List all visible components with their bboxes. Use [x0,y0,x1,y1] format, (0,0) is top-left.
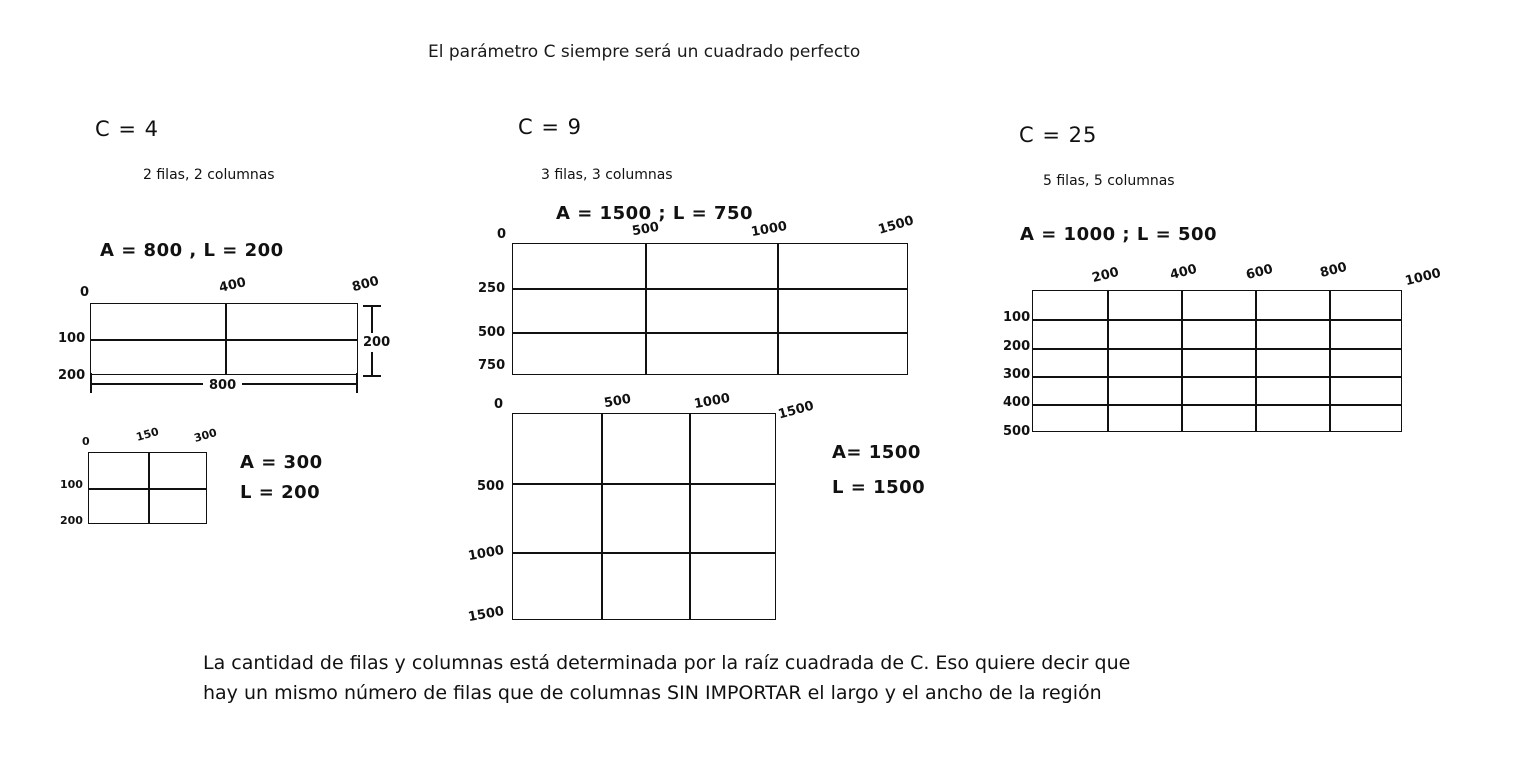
xtick-c4-ex1-1: 400 [217,275,248,296]
ytick-c9-ex1-0: 250 [478,281,506,296]
ytick-c25-3: 400 [1003,395,1031,410]
width-bracket-right-cap [356,373,358,393]
grid-vline [1181,291,1183,431]
xtick-c9-ex1-0: 0 [497,227,507,242]
ytick-c4-ex2-1: 200 [60,514,83,527]
note-c25-ex1: A = 1000 ; L = 500 [1020,224,1218,245]
xtick-c25-0: 200 [1090,264,1121,287]
grid-vline [601,414,603,619]
ytick-c9-ex2-0: 500 [477,479,505,494]
footer-line-2: hay un mismo número de filas que de columnas SIN IMPORTAR el largo y el ancho de la región [203,682,1102,704]
grid-c4-ex1 [90,303,358,375]
footer-line-1: La cantidad de filas y columnas está determinada por la raíz cuadrada de C. Eso quiere decir que [203,652,1131,674]
section-sub-c25: 5 filas, 5 columnas [1043,173,1175,189]
width-label-c4: 800 [203,378,242,393]
xtick-c25-1: 400 [1168,261,1199,284]
ytick-c25-1: 200 [1003,339,1031,354]
grid-hline [513,483,775,485]
width-bracket-left-cap [90,373,92,393]
grid-hline [513,288,907,290]
xtick-c9-ex2-1: 500 [602,391,633,412]
grid-vline [1107,291,1109,431]
section-label-c25: C = 25 [1019,123,1098,147]
height-bracket-bottom-cap [363,375,381,377]
xtick-c9-ex2-3: 1500 [776,398,816,423]
grid-c4-ex2 [88,452,207,524]
note-c9-ex1: A = 1500 ; L = 750 [556,203,754,224]
grid-hline [1033,348,1401,350]
xtick-c9-ex1-1: 500 [630,219,661,240]
xtick-c4-ex1-2: 800 [350,273,381,296]
ytick-c9-ex1-1: 500 [478,325,506,340]
grid-hline [89,488,206,490]
section-sub-c4: 2 filas, 2 columnas [143,167,275,183]
grid-hline [91,339,357,341]
grid-hline [1033,376,1401,378]
grid-vline [1255,291,1257,431]
grid-vline [1329,291,1331,431]
grid-c9-ex2 [512,413,776,620]
note-c4-ex2-a: A = 300 [240,452,323,473]
xtick-c4-ex2-1: 150 [134,425,161,444]
section-label-c9: C = 9 [518,115,582,139]
ytick-c9-ex2-2: 1500 [466,603,506,626]
xtick-c4-ex2-0: 0 [82,435,90,448]
note-c4-ex1: A = 800 , L = 200 [100,240,284,261]
section-label-c4: C = 4 [95,117,159,141]
note-c9-ex2-a: A= 1500 [832,442,921,463]
grid-c9-ex1 [512,243,908,375]
section-sub-c9: 3 filas, 3 columnas [541,167,673,183]
grid-hline [513,332,907,334]
xtick-c25-4: 1000 [1403,265,1443,290]
xtick-c4-ex2-2: 300 [192,426,219,445]
ytick-c4-ex2-0: 100 [60,478,83,491]
ytick-c4-ex1-0: 100 [58,331,86,346]
note-c4-ex2-l: L = 200 [240,482,321,503]
grid-vline [645,244,647,374]
xtick-c9-ex2-0: 0 [494,397,504,412]
xtick-c25-2: 600 [1244,261,1275,284]
ytick-c25-0: 100 [1003,310,1031,325]
grid-vline [777,244,779,374]
xtick-c25-3: 800 [1318,259,1349,282]
ytick-c9-ex2-1: 1000 [466,542,506,565]
grid-hline [513,552,775,554]
xtick-c4-ex1-0: 0 [80,285,90,300]
grid-vline [689,414,691,619]
xtick-c9-ex2-2: 1000 [692,390,732,413]
grid-c25-ex1 [1032,290,1402,432]
ytick-c25-2: 300 [1003,367,1031,382]
ytick-c25-4: 500 [1003,424,1031,439]
ytick-c4-ex1-1: 200 [58,368,86,383]
xtick-c9-ex1-3: 1500 [876,213,916,238]
height-label-c4: 200 [363,335,391,350]
ytick-c9-ex1-2: 750 [478,358,506,373]
page-title: El parámetro C siempre será un cuadrado perfecto [428,42,861,62]
grid-hline [1033,404,1401,406]
note-c9-ex2-l: L = 1500 [832,477,926,498]
grid-hline [1033,319,1401,321]
xtick-c9-ex1-2: 1000 [749,218,789,241]
height-bracket-top-cap [363,305,381,307]
